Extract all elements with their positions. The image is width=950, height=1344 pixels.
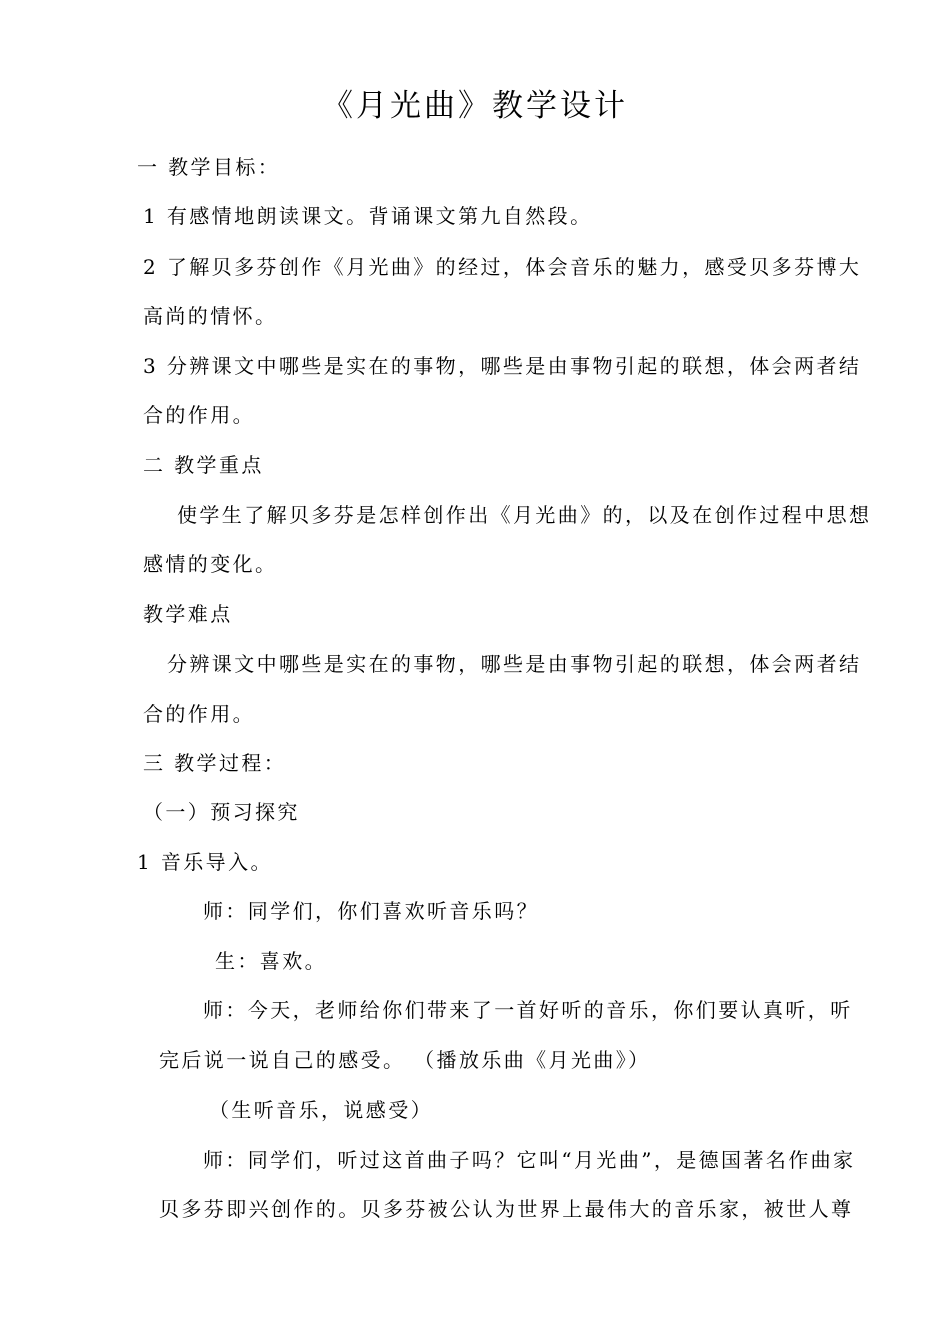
subsection-heading: （一）预习探究 bbox=[143, 800, 300, 824]
paragraph-line: 合的作用。 bbox=[143, 403, 255, 427]
dialogue-line: 师：今天，老师给你们带来了一首好听的音乐，你们要认真听，听 bbox=[203, 998, 853, 1022]
paragraph-line: 合的作用。 bbox=[143, 702, 255, 726]
section-heading-objectives: 一 教学目标： bbox=[137, 155, 281, 179]
document-title: 《月光曲》教学设计 bbox=[322, 88, 628, 124]
paragraph-line: 1 音乐导入。 bbox=[137, 850, 273, 874]
dialogue-line: 师：同学们，你们喜欢听音乐吗？ bbox=[203, 899, 539, 923]
section-heading-process: 三 教学过程： bbox=[143, 751, 287, 775]
dialogue-line: 生：喜欢。 bbox=[215, 949, 327, 973]
section-heading-difficulties: 教学难点 bbox=[143, 602, 233, 626]
dialogue-line: （生听音乐，说感受） bbox=[209, 1098, 433, 1122]
paragraph-line: 1 有感情地朗读课文。背诵课文第九自然段。 bbox=[143, 204, 593, 228]
paragraph-line: 感情的变化。 bbox=[143, 552, 278, 576]
paragraph-line: 2 了解贝多芬创作《月光曲》的经过，体会音乐的魅力，感受贝多芬博大 bbox=[143, 255, 862, 279]
section-heading-key-points: 二 教学重点 bbox=[143, 453, 264, 477]
dialogue-line: 贝多芬即兴创作的。贝多芬被公认为世界上最伟大的音乐家，被世人尊 bbox=[159, 1197, 854, 1221]
paragraph-line: 高尚的情怀。 bbox=[143, 304, 278, 328]
paragraph-line: 分辨课文中哪些是实在的事物，哪些是由事物引起的联想，体会两者结 bbox=[167, 652, 862, 676]
paragraph-line: 使学生了解贝多芬是怎样创作出《月光曲》的，以及在创作过程中思想 bbox=[177, 503, 872, 527]
dialogue-line: 完后说一说自己的感受。 （播放乐曲《月光曲》） bbox=[159, 1048, 651, 1072]
paragraph-line: 3 分辨课文中哪些是实在的事物，哪些是由事物引起的联想，体会两者结 bbox=[143, 354, 862, 378]
dialogue-line: 师：同学们，听过这首曲子吗？它叫“月光曲”，是德国著名作曲家 bbox=[203, 1148, 856, 1172]
